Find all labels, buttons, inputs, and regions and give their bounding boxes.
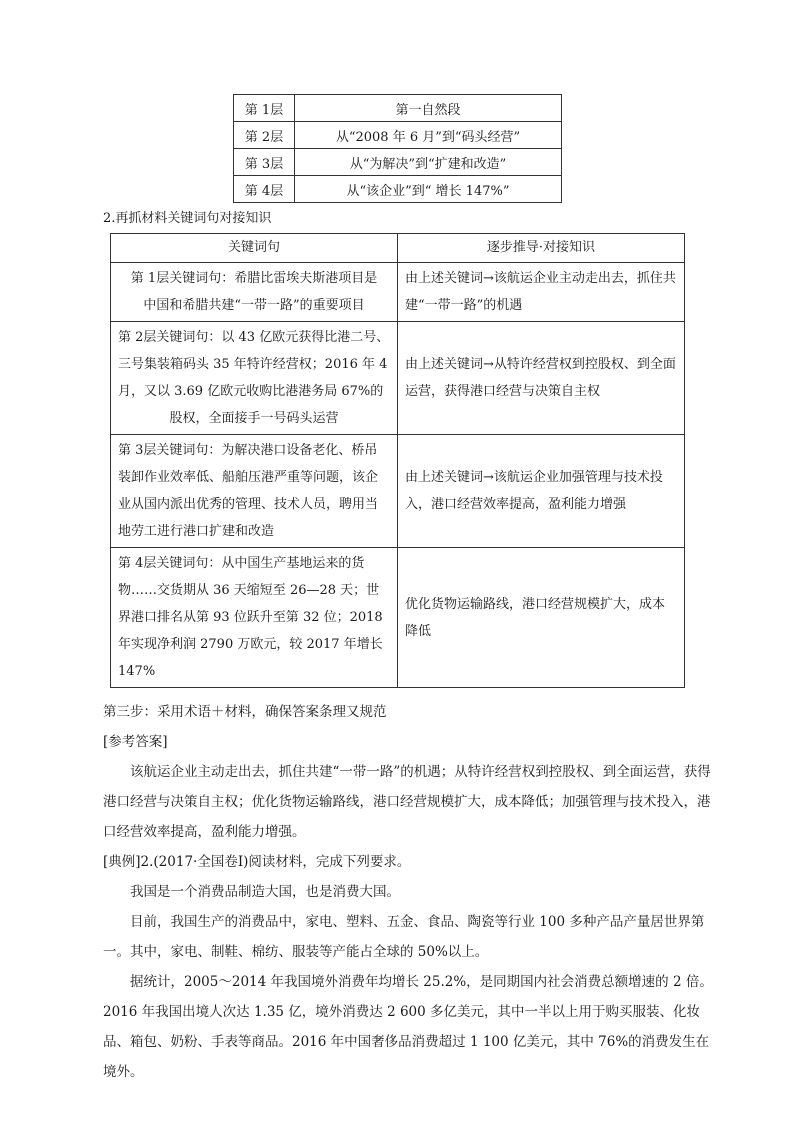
material-paragraph: 据统计，2005～2014 年我国境外消费年均增长 25.2%，是同期国内社会消费总额增速的 2 倍。2016 年我国出境人次达 1.35 亿，境外消费达 2 600 多亿美元，其中一半以上用于购买服装、化妆品、箱包、奶粉、手表等商品。2016 年中国奢侈品消费超过 1 100 亿美元，其中 76%的消费发生在境外。 [103, 974, 713, 1080]
keyword-cell [111, 263, 398, 322]
keyword-line: 中国和希腊共建“一带一路”的重要项目 [143, 298, 365, 313]
keyword-line: 股权，全面接手一号码头运营 [169, 411, 339, 426]
answer-label: [参考答案] [103, 734, 168, 750]
table-row [111, 322, 685, 435]
table-row [111, 548, 685, 688]
keyword-cell [111, 548, 398, 688]
step2-heading: 2.再抓材料关键词句对接知识 [103, 211, 272, 226]
table-row [111, 263, 685, 322]
keyword-line: 第 1层关键词句：希腊比雷埃夫斯港项目是 [130, 271, 378, 286]
keyword-line: 第 3层关键词句：为解决港口设备老化、桥吊装卸作业效率低、船舶压港严重等问题，该企业从国内派出优秀的管理、技术人员，聘用当地劳工进行港口扩建和改造 [118, 443, 379, 539]
keyword-line: 第 2层关键词句：以 43 亿欧元获得比港二号、三号集装箱码头 35 年特许经营权；2016 年 4 月，又以 3.69 亿欧元收购比港港务局 67%的 [118, 330, 390, 399]
derivation-cell: 优化货物运输路线，港口经营规模扩大，成本降低 [398, 548, 685, 688]
answer-section [103, 697, 719, 1087]
range-cell: 从“2008 年 6 月”到“码头经营” [295, 122, 562, 149]
range-cell: 第一自然段 [295, 95, 562, 122]
material-paragraph: 目前，我国生产的消费品中，家电、塑料、五金、食品、陶瓷等行业 100 多种产品产量居世界第一。其中，家电、制鞋、棉纺、服装等产能占全球的 50%以上。 [103, 914, 705, 960]
keyword-cell [111, 322, 398, 435]
range-cell: 从“该企业”到“ 增长 147%” [295, 176, 562, 203]
table-header-row [111, 234, 685, 263]
table-row [111, 435, 685, 548]
keyword-cell [111, 435, 398, 548]
keyword-table [110, 233, 685, 688]
table-row [234, 95, 562, 122]
range-cell: 从“为解决”到“扩建和改造” [295, 149, 562, 176]
step3-heading: 第三步：采用术语＋材料，确保答案条理又规范 [103, 704, 387, 720]
layer-cell: 第 4层 [234, 176, 295, 203]
derivation-cell: 由上述关键词→该航运企业主动走出去，抓住共建“一带一路”的机遇 [398, 263, 685, 322]
keyword-line: 第 4层关键词句：从中国生产基地运来的货物……交货期从 36 天缩短至 26—28 天；世界港口排名从第 93 位跃升至第 32 位；2018 年实现净利润 2790 万欧元，较 2017 年增长 147% [118, 556, 383, 679]
table-row [234, 176, 562, 203]
layer-cell: 第 1层 [234, 95, 295, 122]
answer-text: 该航运企业主动走出去，抓住共建“一带一路”的机遇；从特许经营权到控股权、到全面运营，获得港口经营与决策自主权；优化货物运输路线，港口经营规模扩大，成本降低；加强管理与技术投入，港口经营效率提高，盈利能力增强。 [103, 764, 711, 840]
material-paragraph: 我国是一个消费品制造大国，也是消费大国。 [130, 884, 400, 900]
table-row [234, 122, 562, 149]
layer-cell: 第 2层 [234, 122, 295, 149]
example-line: [典例]2.(2017·全国卷Ⅰ)阅读材料，完成下列要求。 [103, 854, 411, 870]
header-derivation: 逐步推导·对接知识 [398, 234, 685, 263]
derivation-cell: 由上述关键词→从特许经营权到控股权、到全面运营，获得港口经营与决策自主权 [398, 322, 685, 435]
header-keywords: 关键词句 [111, 234, 398, 263]
layer-table [233, 94, 562, 203]
layer-cell: 第 3层 [234, 149, 295, 176]
derivation-cell: 由上述关键词→该航运企业加强管理与技术投入，港口经营效率提高，盈利能力增强 [398, 435, 685, 548]
table-row [234, 149, 562, 176]
